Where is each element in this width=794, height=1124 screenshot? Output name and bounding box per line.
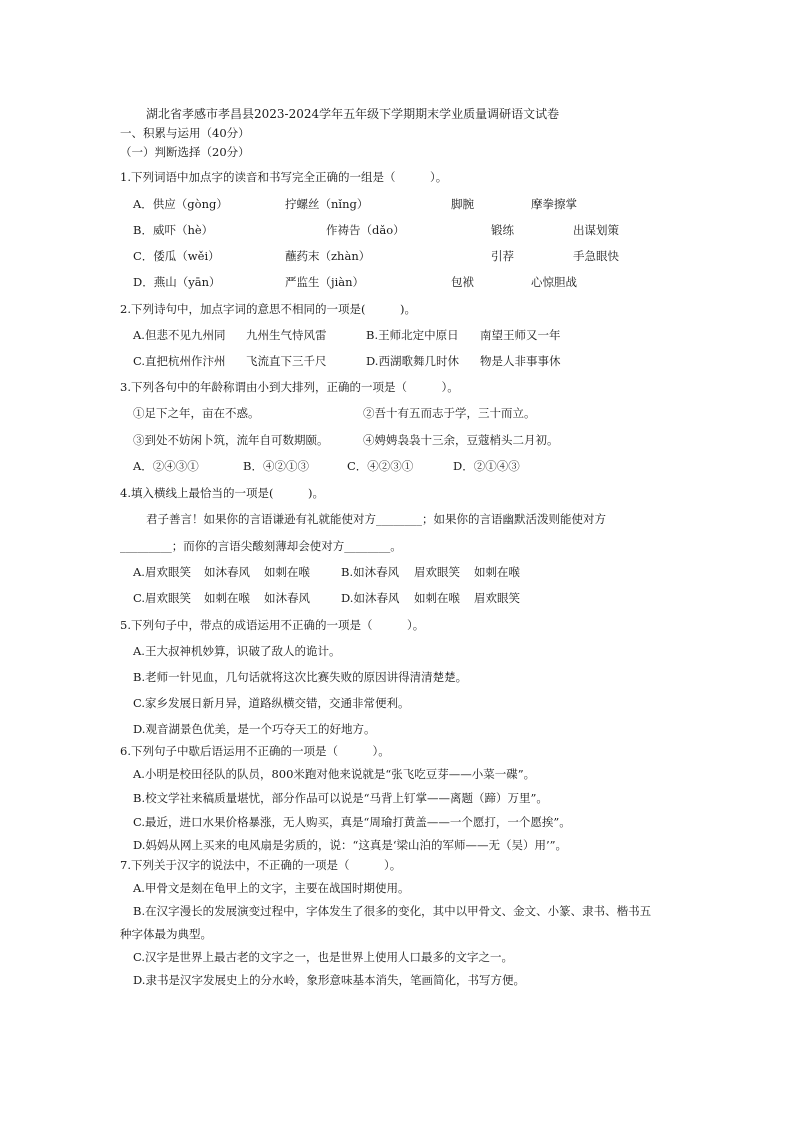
option-text: B.王师北定中原日 — [366, 328, 459, 342]
option-text: 如刺在喉 — [204, 591, 250, 605]
option-text: 飞流直下三千尺 — [246, 354, 327, 368]
option-text: 摩拳擦掌 — [531, 197, 577, 211]
question-stem: 1.下列词语中加点字的读音和书写完全正确的一组是（ ）。 — [120, 170, 448, 184]
option-text: A．供应（gòng） — [133, 197, 228, 211]
option-text: 如刺在喉 — [264, 565, 310, 579]
passage-text: _________；而你的言语尖酸刻薄却会使对方________。 — [120, 539, 402, 553]
option-text: A.王大叔神机妙算，识破了敌人的诡计。 — [133, 644, 341, 658]
option-text: 心惊胆战 — [531, 275, 577, 289]
option-text: 如沐春风 — [204, 565, 250, 579]
option-text: A.但悲不见九州同 — [133, 328, 226, 342]
option-text: A.眉欢眼笑 — [133, 565, 191, 579]
option-text: 如刺在喉 — [414, 591, 460, 605]
option-text: D.妈妈从网上买来的电风扇是劣质的，说：“这真是‘梁山泊的军师——无（吴）用’”。 — [133, 838, 568, 852]
option-text: A.甲骨文是刻在龟甲上的文字，主要在战国时期使用。 — [133, 881, 410, 895]
option-text: 脚腕 — [451, 197, 474, 211]
question-stem: 7.下列关于汉字的说法中，不正确的一项是（ ）。 — [120, 858, 402, 872]
question-stem: 3.下列各句中的年龄称谓由小到大排列，正确的一项是（ ）。 — [120, 380, 459, 394]
option-text: 锻练 — [491, 223, 514, 237]
option-text: 眉欢眼笑 — [414, 565, 460, 579]
option-text: 出谋划策 — [573, 223, 619, 237]
option-text: 拧螺丝（nǐng） — [285, 197, 369, 211]
option-text: C．倭瓜（wěi） — [133, 249, 220, 263]
question-stem: 6.下列句子中歇后语运用不正确的一项是（ ）。 — [120, 744, 390, 758]
option-text: C．④②③① — [347, 459, 414, 473]
option-text: B.老师一针见血，几句话就将这次比赛失败的原因讲得清清楚楚。 — [133, 670, 468, 684]
option-text: B.如沐春风 — [341, 565, 400, 579]
section-heading: 一、积累与运用（40分） — [120, 126, 250, 140]
option-text: 南望王师又一年 — [480, 328, 561, 342]
numbered-item: ②吾十有五而志于学，三十而立。 — [363, 406, 536, 420]
option-text: 九州生气恃风雷 — [246, 328, 327, 342]
question-stem: 5.下列句子中，带点的成语运用不正确的一项是（ ）。 — [120, 618, 425, 632]
option-text: D.观音湖景色优美，是一个巧夺天工的好地方。 — [133, 722, 376, 736]
option-text: C.家乡发展日新月异，道路纵横交错，交通非常便利。 — [133, 696, 410, 710]
question-stem: 2.下列诗句中，加点字词的意思不相同的一项是( )。 — [120, 302, 416, 316]
numbered-item: ④娉娉袅袅十三余，豆蔻梢头二月初。 — [363, 433, 559, 447]
option-text: C.汉字是世界上最古老的文字之一，也是世界上使用人口最多的文字之一。 — [133, 950, 514, 964]
option-text: 物是人非事事休 — [480, 354, 561, 368]
option-text: 如刺在喉 — [474, 565, 520, 579]
subsection-heading: （一）判断选择（20分） — [120, 145, 250, 159]
option-text: D．②①④③ — [453, 459, 520, 473]
option-text: B．④②①③ — [243, 459, 309, 473]
option-text: C.最近，进口水果价格暴涨，无人购买，真是“周瑜打黄盖——一个愿打，一个愿挨”。 — [133, 815, 571, 829]
option-text: 引荐 — [491, 249, 514, 263]
option-text: 种字体最为典型。 — [120, 927, 212, 941]
option-text: D.西湖歌舞几时休 — [366, 354, 459, 368]
option-text: B.在汉字漫长的发展演变过程中，字体发生了很多的变化，其中以甲骨文、金文、小篆、隶书、楷书五 — [133, 904, 652, 918]
option-text: B.校文学社来稿质量堪忧，部分作品可以说是“马背上钉掌——离题（蹄）万里”。 — [133, 791, 548, 805]
option-text: D.如沐春风 — [341, 591, 400, 605]
exam-title: 湖北省孝感市孝昌县2023-2024学年五年级下学期期末学业质量调研语文试卷 — [146, 107, 560, 121]
option-text: C.直把杭州作汴州 — [133, 354, 226, 368]
option-text: 手急眼快 — [573, 249, 619, 263]
option-text: 严监生（jiàn） — [285, 275, 365, 289]
question-stem: 4.填入横线上最恰当的一项是( )。 — [120, 486, 324, 500]
option-text: B．威吓（hè） — [133, 223, 214, 237]
numbered-item: ①足下之年，亩在不惑。 — [133, 406, 260, 420]
option-text: A．②④③① — [133, 459, 199, 473]
option-text: 眉欢眼笑 — [474, 591, 520, 605]
option-text: C.眉欢眼笑 — [133, 591, 192, 605]
option-text: D.隶书是汉字发展史上的分水岭，象形意味基本消失，笔画简化，书写方便。 — [133, 973, 525, 987]
option-text: 蘸药末（zhàn） — [285, 249, 371, 263]
option-text: D．燕山（yān） — [133, 275, 221, 289]
option-text: 如沐春风 — [264, 591, 310, 605]
option-text: 作祷告（dǎo） — [326, 223, 405, 237]
option-text: A.小明是校田径队的队员，800米跑对他来说就是“张飞吃豆芽——小菜一碟”。 — [133, 767, 536, 781]
option-text: 包袱 — [451, 275, 474, 289]
passage-text: 君子善言！如果你的言语谦逊有礼就能使对方________；如果你的言语幽默活泼则能使对方 — [146, 512, 606, 526]
numbered-item: ③到处不妨闲卜筑，流年自可数期颐。 — [133, 433, 329, 447]
